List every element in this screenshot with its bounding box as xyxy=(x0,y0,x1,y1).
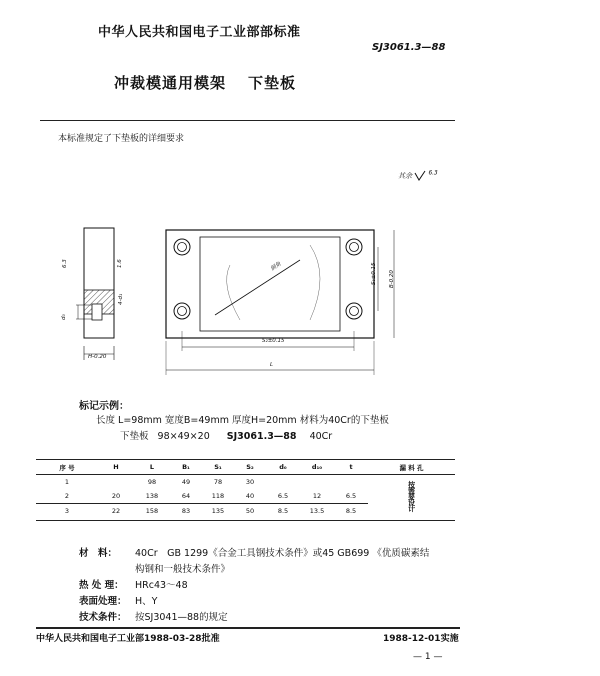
s2-dim-label: S₂±0.15 xyxy=(262,338,285,344)
req-surface xyxy=(79,593,157,607)
col-header: S₁ xyxy=(202,460,234,475)
hole-top-left xyxy=(174,239,190,255)
l-dim-label: L xyxy=(270,362,274,368)
page-number: — 1 — xyxy=(413,652,443,662)
title-main: 冲裁模通用模架 xyxy=(114,74,227,92)
inner-outline xyxy=(200,237,340,331)
intro-text: 本标准规定了下垫板的详细要求 xyxy=(58,134,185,144)
table-cell: 50 xyxy=(234,504,266,519)
marking-heading: 标记示例： xyxy=(79,401,129,412)
hole-note-cell xyxy=(368,475,455,519)
table-cell: 8.5 xyxy=(266,504,300,519)
col-header: 序 号 xyxy=(36,460,98,475)
table-cell xyxy=(300,475,334,490)
side-view-outline xyxy=(84,228,114,338)
req-tech xyxy=(79,609,228,623)
table-cell: 20 xyxy=(111,492,121,500)
marking-name: 下垫板 xyxy=(120,431,149,442)
req-material-text: 40Cr GB 1299《合金工具钢技术条件》或45 GB699 《优质碳素结 xyxy=(135,548,430,559)
table-cell: 64 xyxy=(181,492,191,500)
table-cell: 12 xyxy=(312,492,322,500)
req-heat xyxy=(79,577,188,591)
req-surface-label: 表面处理： xyxy=(79,596,127,607)
side-roughness-label: 6.3 xyxy=(62,259,68,268)
table-cell: 3 xyxy=(36,504,98,519)
table-bottom-rule xyxy=(36,520,455,521)
table-cell: 118 xyxy=(211,492,225,500)
col-header: B₁ xyxy=(170,460,202,475)
footer-rule xyxy=(36,627,460,629)
standard-number: SJ3061.3—88 xyxy=(372,42,446,53)
table-cell: 78 xyxy=(213,478,223,486)
req-material-text-2: 构钢和一般技术条件》 xyxy=(135,564,231,575)
table-header-row xyxy=(36,460,455,475)
header-rule xyxy=(40,120,455,121)
table-cell: 6.5 xyxy=(277,492,289,500)
s1-dim-label: S₁±0.15 xyxy=(371,262,377,285)
table-cell xyxy=(98,475,134,490)
roughness-value: 6.3 xyxy=(428,170,438,177)
document-title xyxy=(114,72,296,93)
hole-bottom-left xyxy=(174,303,190,319)
side-ra-label: 1.6 xyxy=(117,259,123,268)
table-cell: 98 xyxy=(147,478,157,486)
h-dim-label: H-0.20 xyxy=(88,354,107,360)
side-view-hole xyxy=(92,304,102,320)
diagonal-leader xyxy=(215,260,300,315)
table-cell: 30 xyxy=(245,478,255,486)
req-material xyxy=(79,545,429,559)
table-cell: 13.5 xyxy=(300,504,334,519)
hole-bottom-right xyxy=(346,303,362,319)
col-header: S₂ xyxy=(234,460,266,475)
marking-material: 40Cr xyxy=(309,431,333,442)
req-heat-label: 热 处 理： xyxy=(79,580,124,591)
table-cell: 8.5 xyxy=(334,504,368,519)
roughness-symbol-icon xyxy=(414,170,426,182)
col-header: t xyxy=(334,460,368,475)
table-cell: 1 xyxy=(64,478,70,486)
plate-outline xyxy=(166,230,374,338)
hole-note: 按需要设计 xyxy=(407,480,416,511)
col-header: L xyxy=(134,460,170,475)
approval-date: 中华人民共和国电子工业部1988-03-28批准 xyxy=(36,634,220,644)
marking-line-1: 长度 L=98mm 宽度B=49mm 厚度H=20mm 材料为40Cr的下垫板 xyxy=(96,415,389,426)
title-sub: 下垫板 xyxy=(248,74,297,92)
roughness-note xyxy=(398,170,438,182)
table-cell: 158 xyxy=(134,504,170,519)
col-header: d₁₀ xyxy=(300,460,334,475)
table-cell: 138 xyxy=(145,492,159,500)
issuing-ministry: 中华人民共和国电子工业部部标准 xyxy=(98,25,301,40)
marking-code: SJ3061.3—88 xyxy=(226,431,297,442)
table-cell: 40 xyxy=(245,492,255,500)
table-cell: 135 xyxy=(202,504,234,519)
req-heat-text: HRc43～48 xyxy=(135,580,188,591)
table-cell: 83 xyxy=(170,504,202,519)
req-surface-text: H、Y xyxy=(135,596,158,607)
req-tech-label: 技术条件： xyxy=(79,612,127,623)
b-dim-label: B-0.20 xyxy=(389,270,395,288)
req-tech-text: 按SJ3041—88的规定 xyxy=(135,612,228,623)
req-material-label: 材 料： xyxy=(79,548,118,559)
roughness-label: 其余 xyxy=(398,172,412,180)
col-header: 漏 料 孔 xyxy=(368,460,455,475)
table-cell: 49 xyxy=(181,478,191,486)
marking-size: 98×49×20 xyxy=(157,431,210,442)
hole-top-right xyxy=(346,239,362,255)
table-cell: 2 xyxy=(64,492,70,500)
table-cell: 6.5 xyxy=(345,492,357,500)
marking-line-2 xyxy=(120,428,332,442)
table-row xyxy=(36,475,455,490)
dimension-table xyxy=(36,460,455,518)
effective-date: 1988-12-01实施 xyxy=(383,634,459,644)
chamfer-label: 倒角 xyxy=(269,261,283,273)
table-cell xyxy=(266,475,300,490)
table-cell: 22 xyxy=(98,504,134,519)
req-material-cont xyxy=(135,561,230,575)
front-view-drawing xyxy=(160,225,405,385)
col-header: d₀ xyxy=(266,460,300,475)
table-cell xyxy=(334,475,368,490)
col-header: H xyxy=(98,460,134,475)
d0-label: d₀ xyxy=(61,314,67,320)
hole-count-label: 4-d₁ xyxy=(118,293,124,305)
